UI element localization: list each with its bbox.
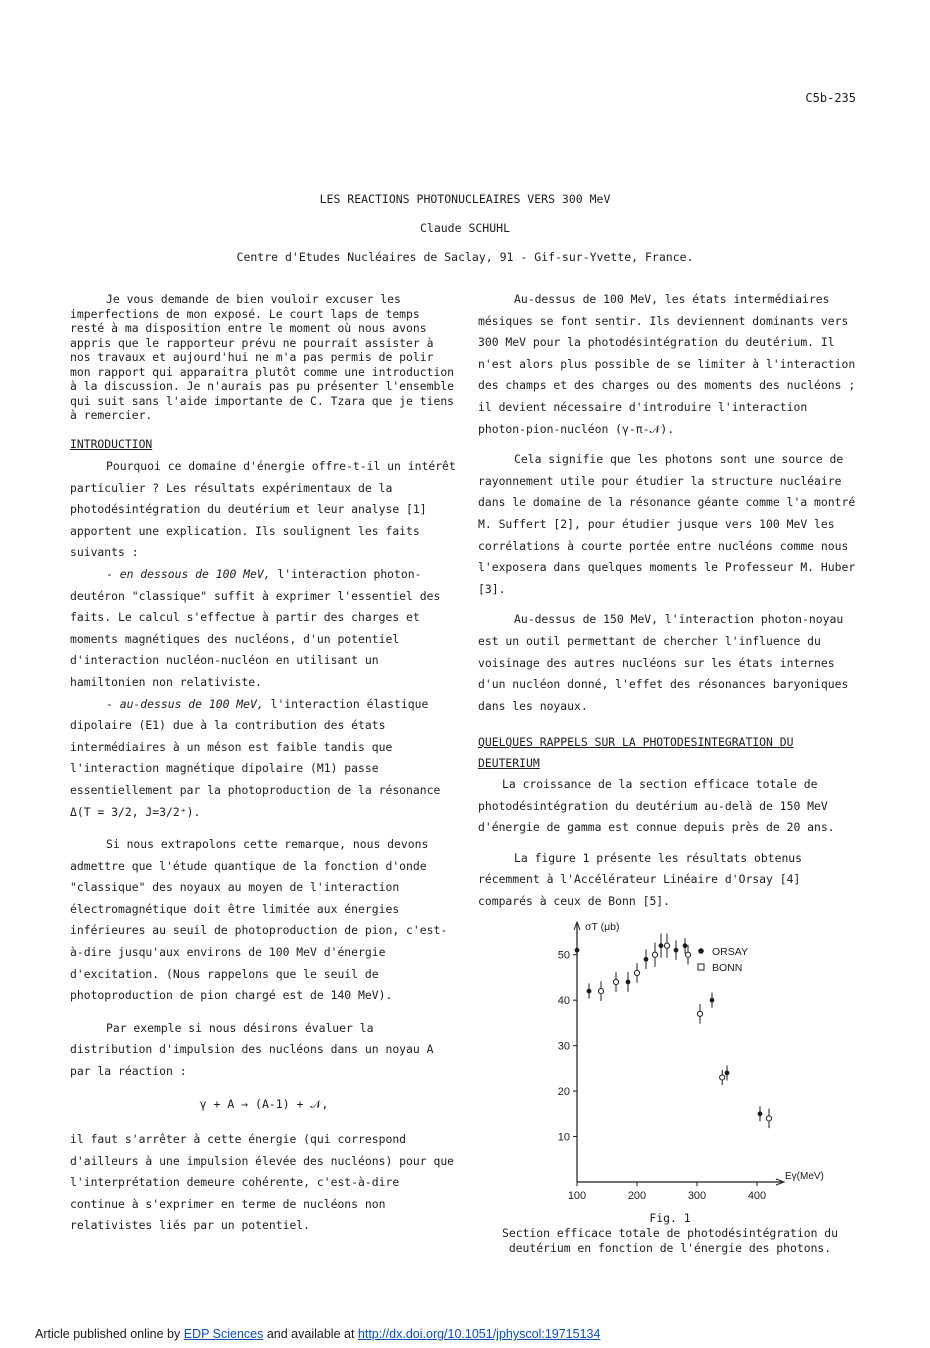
deuterium-heading: QUELQUES RAPPELS SUR LA PHOTODESINTEGRATION DU DEUTERIUM [478,735,794,770]
below-100-paragraph: - en dessous de 100 MeV, l'interaction photon-deutéron "classique" suffit à exprimer l'essentiel des faits. Le calcul s'effectue à partir des charges et moments magnétiques des nucléons, d'un potentiel d'interaction nucléon-nucléon en utilisant un hamiltonien non relativiste. [70,566,441,689]
data-point-bonn [766,1116,771,1121]
intro-paragraph: Pourquoi ce domaine d'énergie offre-t-il un intérêt particulier ? Les résultats expérimentaux de la photodésintégration du deutérium et leur analyse [1] apportent une explication. Ils soulignent les faits suivants : [70,459,456,560]
left-body [70,456,458,1083]
y-tick-label: 30 [557,1040,570,1053]
legend-label-bonn: BONN [712,962,743,974]
y-tick-label: 40 [557,995,570,1008]
right-body [478,289,862,717]
figure-1-chart [540,910,824,1210]
data-point-bonn [720,1075,725,1080]
data-point-bonn [613,979,618,984]
data-point-orsay [626,980,631,985]
legend-marker-bonn [698,964,704,970]
data-point-orsay [710,998,715,1003]
data-point-orsay [644,957,649,962]
y-axis-label: σT (μb) [585,921,620,933]
x-tick-label: 400 [747,1190,767,1202]
data-point-bonn [697,1011,702,1016]
paper-title: LES REACTIONS PHOTONUCLEAIRES VERS 300 MeV [319,192,611,206]
above-100-text: l'interaction élastique dipolaire (E1) due à la contribution des états intermédiaires à un méson est faible tandis que l'interaction magnétique dipolaire (M1) passe essentiellement par la photoproduction de la résonance Δ(T = 3/2, J=3/2⁺). [70,696,441,819]
page-id: C5b-235 [805,91,856,105]
reaction-equation: γ + A → (A-1) + 𝒩, [199,1097,329,1111]
data-point-orsay [587,989,592,994]
above-100-paragraph: - au-dessus de 100 MeV, l'interaction élastique dipolaire (E1) due à la contribution des états intermédiaires à un méson est faible tandis que l'interaction magnétique dipolaire (M1) passe essentiellement par la photoproduction de la résonance Δ(T = 3/2, J=3/2⁺). [70,696,441,819]
photon-source-paragraph: Cela signifie que les photons sont une source de rayonnement utile pour étudier la structure nucléaire dans le domaine de la résonance géante comme l'a montré M. Suffert [2], pour étudier jusque vers 100 MeV les corrélations à courte portée entre nucléons comme nous l'exposera dans quelques moments le Professeur M. Huber [3]. [478,452,856,596]
figure-intro-paragraph: La figure 1 présente les résultats obtenus récemment à l'Accélérateur Linéaire d'Orsay [4] comparés à ceux de Bonn [5]. [478,850,803,908]
data-point-bonn [634,970,639,975]
above-100-lead: au-dessus de 100 MeV, [119,696,264,711]
legend-marker-orsay [698,948,704,954]
x-tick-label: 300 [687,1190,707,1202]
data-point-orsay [758,1111,763,1116]
data-point-orsay [674,948,679,953]
doi-link[interactable]: http://dx.doi.org/10.1051/jphyscol:19715134 [357,1327,601,1341]
legend-label-orsay: ORSAY [712,946,748,958]
mesic-states-paragraph: Au-dessus de 100 MeV, les états intermédiaires mésiques se font sentir. Ils deviennent dominants vers 300 MeV pour la photodésintégration du deutérium. Il n'est alors plus possible de se limiter à l'interaction des champs et des charges ou des moments des nucléons ; il devient nécessaire d'introduire l'interaction photon-pion-nucléon (γ-π-𝒩). [478,292,856,436]
apology-paragraph: Je vous demande de bien vouloir excuser les imperfections de mon exposé. Le court laps de temps resté à ma disposition entre le moment où nous avons appris que le rapporteur prévu ne pourrait assister à nos travaux et aujourd'hui ne m'a pas permis de polir mon rapport qui apparaitra plutôt comme une introduction à la discussion. Je n'aurais pas pu présenter l'ensemble qui suit sans l'aide importante de C. Tzara que je tiens à remercier. [70,292,455,422]
y-tick-label: 50 [557,949,570,962]
example-paragraph: Par exemple si nous désirons évaluer la distribution d'impulsion des nucléons dans un noyau A par la réaction : [70,1020,434,1079]
data-point-orsay [575,948,580,953]
figure-caption: Section efficace totale de photodésintégration du deutérium en fonction de l'énergie des photons. [501,1226,839,1255]
y-tick-label: 10 [557,1131,570,1144]
publisher-link[interactable]: EDP Sciences [183,1327,264,1341]
data-point-bonn [598,988,603,993]
data-point-bonn [664,943,669,948]
right-body-2 [478,774,862,913]
extrapolation-paragraph: Si nous extrapolons cette remarque, nous devons admettre que l'étude quantique de la fonction d'onde "classique" des noyaux au moyen de l'interaction électromagnétique doit être limitée aux énergies inférieures au seuil de photoproduction de pion, c'est-à-dire jusqu'aux environs de 100 MeV d'énergie d'excitation. (Nous rappelons que le seuil de photoproduction de pion chargé est de 140 MeV). [70,837,448,1003]
footer-middle: and available at [263,1327,358,1341]
conclusion-paragraph: il faut s'arrêter à cette énergie (qui correspond d'ailleurs à une impulsion élevée des nucléons) pour que l'interprétation demeure cohérente, c'est-à-dire continue à s'exprimer en terme de nucléons non relativistes liés par un potentiel. [70,1132,455,1233]
data-point-bonn [652,952,657,957]
introduction-heading: INTRODUCTION [70,437,153,451]
below-100-lead: en dessous de 100 MeV, [119,566,271,581]
data-point-orsay [659,943,664,948]
author: Claude SCHUHL [419,221,510,235]
figure-label: Fig. 1 [649,1211,691,1225]
data-point-orsay [683,943,688,948]
data-point-orsay [725,1071,730,1076]
below-100-text: l'interaction photon-deutéron "classique" suffit à exprimer l'essentiel des faits. Le calcul s'effectue à partir des charges et moments magnétiques des nucléons, d'un potentiel d'interaction nucléon-nucléon en utilisant un hamiltonien non relativiste. [70,566,441,689]
footer-prefix: Article published online by [35,1327,184,1341]
x-tick-label: 100 [567,1190,587,1202]
above-150-paragraph: Au-dessus de 150 MeV, l'interaction photon-noyau est un outil permettant de chercher l'influence du voisinage des autres nucléons sur les états internes d'un nucléon donné, l'effet des résonances baryoniques dans les noyaux. [478,612,849,713]
cross-section-paragraph: La croissance de la section efficace totale de photodésintégration du deutérium au-delà de 150 MeV d'énergie de gamma est connue depuis près de 20 ans. [478,777,835,835]
publication-footer [35,1327,600,1341]
affiliation: Centre d'Etudes Nucléaires de Saclay, 91 - Gif-sur-Yvette, France. [236,250,694,264]
x-axis-label: Eγ(MeV) [785,1171,824,1182]
x-tick-label: 200 [627,1190,647,1202]
y-tick-label: 20 [557,1086,570,1099]
data-point-bonn [685,952,690,957]
